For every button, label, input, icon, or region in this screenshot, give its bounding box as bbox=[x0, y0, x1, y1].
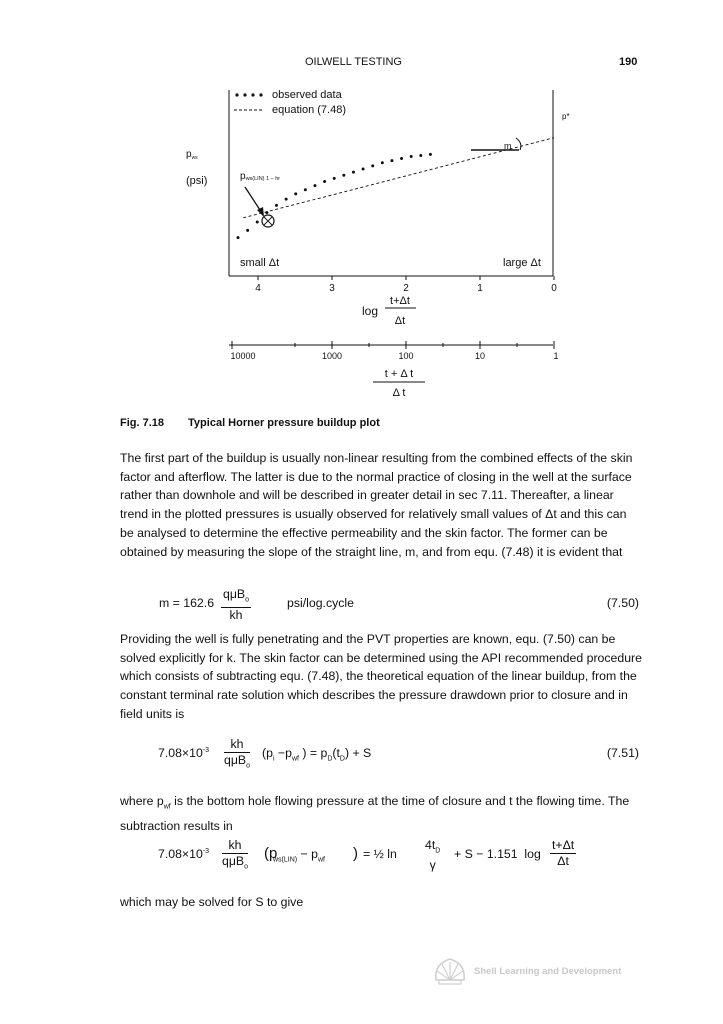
frac-top: t+Δt bbox=[390, 295, 410, 307]
eq752-paren-body: $_{ws(LIN)} - p_{wf}$ bbox=[273, 847, 325, 864]
observed-point bbox=[265, 211, 268, 214]
paragraph-3: where $p_{wf}$ is the bottom hole flowing pressure at the time of closure and t the flowing time. The subtraction results in bbox=[120, 794, 630, 834]
x-tick-label: 3 bbox=[329, 283, 335, 294]
x-linear-tick-label: 10000 bbox=[230, 351, 256, 361]
horner-plot bbox=[0, 0, 723, 410]
figure-caption bbox=[120, 417, 380, 429]
eq752-log-fraction: $\frac{t+\Delta t}{\Delta t}$ bbox=[552, 838, 575, 868]
pws-lin-marker bbox=[262, 215, 274, 227]
legend-observed: observed data bbox=[272, 89, 342, 101]
shell-logo-icon bbox=[433, 956, 467, 986]
x-linear-tick-label: 10 bbox=[474, 351, 486, 361]
observed-point bbox=[362, 167, 365, 170]
x-tick-label: 0 bbox=[551, 283, 557, 294]
observed-point bbox=[410, 155, 413, 158]
eq751-coef: $7.08\times 10^{-3}$ bbox=[158, 746, 210, 760]
observed-point bbox=[352, 171, 355, 174]
equation-subtraction bbox=[158, 837, 575, 875]
running-title: OILWELL TESTING bbox=[305, 56, 402, 68]
observed-point bbox=[246, 229, 249, 232]
observed-point bbox=[371, 164, 374, 167]
arrow-head bbox=[257, 207, 264, 217]
paragraph-4: which may be solved for S to give bbox=[120, 895, 304, 909]
observed-point bbox=[285, 198, 288, 201]
pws-lin-label: pws(LIN) 1 – hr bbox=[240, 171, 281, 182]
eq752-paren-open: (p bbox=[264, 845, 278, 862]
y-label-unit: (psi) bbox=[186, 175, 208, 187]
observed-point bbox=[323, 180, 326, 183]
eq751-number: (7.51) bbox=[606, 746, 639, 760]
eq750-fraction: qμB$_o$ kh bbox=[223, 587, 250, 623]
observed-point bbox=[429, 153, 432, 156]
x-linear-tick-label: 1000 bbox=[321, 351, 343, 361]
caption-text: Typical Horner pressure buildup plot bbox=[188, 417, 380, 429]
page-number: 190 bbox=[619, 56, 638, 68]
eq752-fraction: kh qμB$_o$ bbox=[222, 838, 249, 871]
frac2-top: t + Δ t bbox=[384, 368, 414, 380]
eq752-mid: + S − 1.151 log bbox=[454, 847, 541, 861]
legend bbox=[234, 89, 346, 116]
eq752-coef: $7.08\times 10^{-3}$ bbox=[158, 847, 210, 861]
eq752-ln-fraction: $4t_D$ γ bbox=[425, 838, 441, 873]
observed-point bbox=[275, 204, 278, 207]
x-tick-label: 4 bbox=[255, 283, 261, 294]
observed-point bbox=[381, 161, 384, 164]
caption-label: Fig. 7.18 bbox=[120, 417, 165, 429]
pstar-label: p* bbox=[562, 112, 570, 121]
x-tick-label: 1 bbox=[477, 283, 483, 294]
x-tick-label: 2 bbox=[403, 283, 409, 294]
eq752-paren-close: ) bbox=[353, 845, 358, 862]
equation-7-51 bbox=[158, 738, 639, 774]
observed-point bbox=[342, 174, 345, 177]
observed-point bbox=[256, 221, 259, 224]
observed-point bbox=[419, 154, 422, 157]
observed-point bbox=[304, 188, 307, 191]
x-linear-tick-label: 100 bbox=[398, 351, 414, 361]
small-dt-label: small Δt bbox=[240, 257, 280, 269]
observed-point bbox=[294, 192, 297, 195]
eq751-fraction: kh qμB$_o$ bbox=[224, 737, 251, 770]
equation-7-50 bbox=[159, 589, 639, 623]
eq750-number: (7.50) bbox=[606, 596, 639, 610]
paragraph-2: Providing the well is fully penetrating and the PVT properties are known, equ. (7.50) can be solved explicitly for k. The skin factor can be determined using the API recommended procedure which consists of subtracting equ. (7.48), the theoretical equation of the linear buildup, from the constant terminal rate solution which describes the pressure drawdown prior to closure and in field units is bbox=[120, 632, 642, 721]
eq752-equals: = ½ ln bbox=[363, 847, 397, 861]
observed-point bbox=[313, 184, 316, 187]
eq751-body: ($p_i -p_{wf}$ ) = $p_D(t_D) + S$ bbox=[262, 746, 372, 763]
observed-point bbox=[390, 159, 393, 162]
eq750-unit: psi/log.cycle bbox=[287, 596, 354, 610]
x-linear-tick-label: 1 bbox=[553, 351, 559, 361]
observed-point bbox=[237, 236, 240, 239]
observed-point bbox=[333, 177, 336, 180]
observed-point bbox=[400, 157, 403, 160]
footer-brand: Shell Learning and Development bbox=[474, 966, 622, 977]
y-label-p: $p_{ws}$ bbox=[186, 149, 198, 161]
large-dt-label: large Δt bbox=[503, 257, 541, 269]
legend-equation: equation (7.48) bbox=[272, 104, 346, 116]
frac-bottom: Δt bbox=[394, 315, 406, 327]
frac2-bottom: Δ t bbox=[392, 387, 406, 399]
slope-arc bbox=[516, 138, 521, 150]
eq750-lhs: m = 162.6 bbox=[159, 596, 215, 610]
log-label: log bbox=[362, 304, 379, 318]
paragraph-1: The first part of the buildup is usually non-linear resulting from the combined effects of the skin factor and afterflow. The latter is due to the normal practice of closing in the well at the surface rather than downhole and will be described in greater detail in sec 7.11. Thereafter, a linear trend in the plotted pressures is usually observed for relatively small values of Δt and this can be analysed to determine the effective permeability and the skin factor. The former can be obtained by measuring the slope of the straight line, m, and from equ. (7.48) it is evident that bbox=[120, 451, 633, 559]
slope-label: m bbox=[504, 141, 512, 151]
